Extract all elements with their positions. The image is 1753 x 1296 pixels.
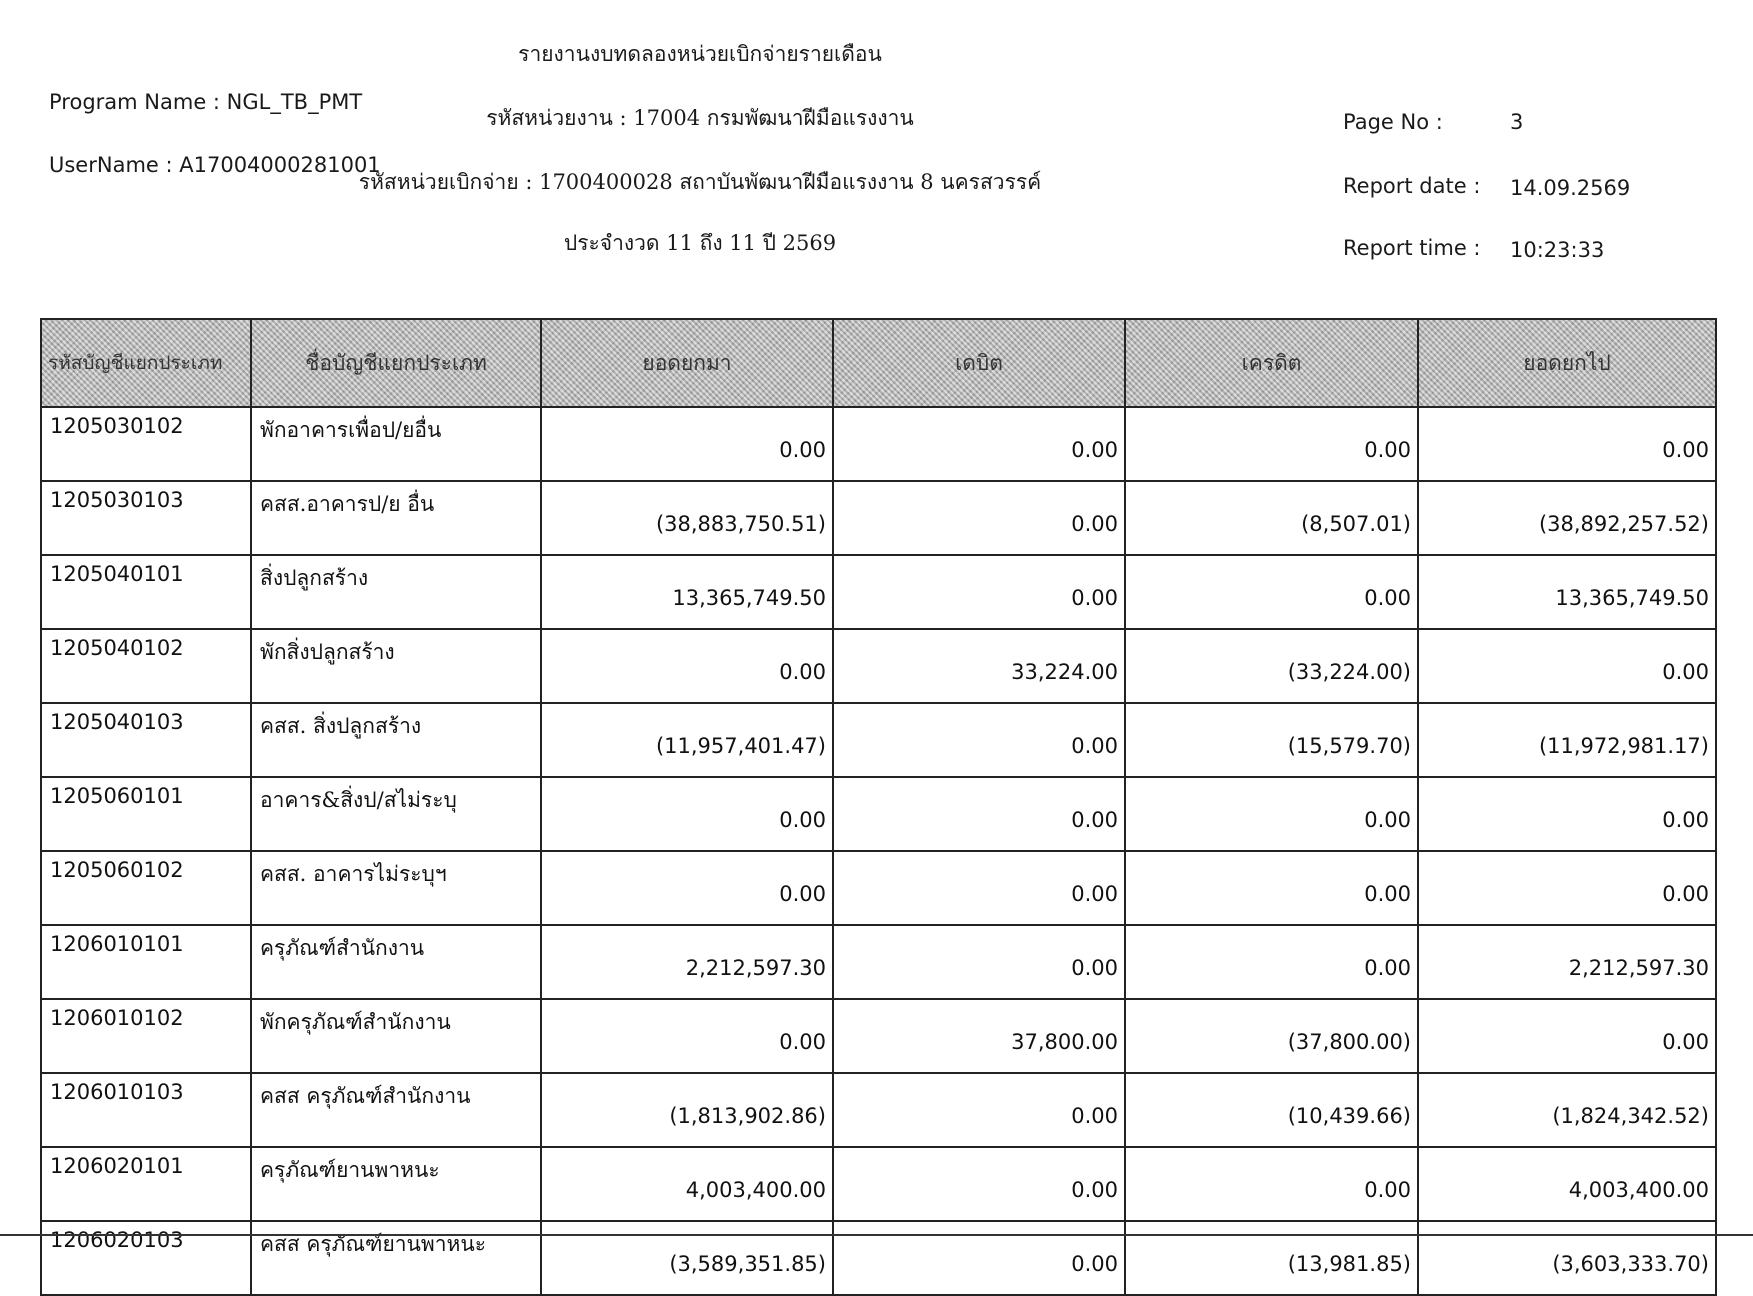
account-code-cell: 1205060101 bbox=[41, 777, 251, 851]
account-name-cell: คสส. อาคารไม่ระบุฯ bbox=[251, 851, 541, 925]
table-row bbox=[41, 629, 1716, 703]
credit-cell: (15,579.70) bbox=[1125, 703, 1418, 777]
account-code-cell: 1206020103 bbox=[41, 1221, 251, 1295]
credit-cell: (8,507.01) bbox=[1125, 481, 1418, 555]
report-date-label: Report date : bbox=[1343, 174, 1481, 198]
table-row bbox=[41, 555, 1716, 629]
debit-cell: 0.00 bbox=[833, 481, 1125, 555]
account-name-cell: พักอาคารเพื่อป/ยอื่น bbox=[251, 407, 541, 481]
table-row bbox=[41, 1073, 1716, 1147]
trial-balance-table bbox=[40, 318, 1717, 1296]
bottom-divider bbox=[0, 1234, 1753, 1236]
brought-forward-cell: (1,813,902.86) bbox=[541, 1073, 833, 1147]
carried-forward-cell: 0.00 bbox=[1418, 999, 1716, 1073]
table-row bbox=[41, 1147, 1716, 1221]
table-row bbox=[41, 851, 1716, 925]
carried-forward-cell: 0.00 bbox=[1418, 777, 1716, 851]
carried-forward-cell: (3,603,333.70) bbox=[1418, 1221, 1716, 1295]
account-name-cell: คสส. สิ่งปลูกสร้าง bbox=[251, 703, 541, 777]
credit-cell: 0.00 bbox=[1125, 407, 1418, 481]
table-header-row bbox=[41, 319, 1716, 407]
debit-cell: 0.00 bbox=[833, 407, 1125, 481]
account-code-cell: 1206010102 bbox=[41, 999, 251, 1073]
account-code-cell: 1206020101 bbox=[41, 1147, 251, 1221]
credit-cell: 0.00 bbox=[1125, 851, 1418, 925]
account-name-cell: อาคาร&สิ่งป/สไม่ระบุ bbox=[251, 777, 541, 851]
debit-cell: 0.00 bbox=[833, 777, 1125, 851]
brought-forward-cell: 0.00 bbox=[541, 999, 833, 1073]
carried-forward-cell: 0.00 bbox=[1418, 629, 1716, 703]
carried-forward-cell: 0.00 bbox=[1418, 851, 1716, 925]
debit-cell: 0.00 bbox=[833, 851, 1125, 925]
debit-cell: 0.00 bbox=[833, 1221, 1125, 1295]
report-title: รายงานงบทดลองหน่วยเบิกจ่ายรายเดือน bbox=[518, 42, 882, 66]
account-name-cell: ครุภัณฑ์ยานพาหนะ bbox=[251, 1147, 541, 1221]
col-header-brought-forward: ยอดยกมา bbox=[541, 319, 833, 407]
credit-cell: (13,981.85) bbox=[1125, 1221, 1418, 1295]
account-code-cell: 1205040102 bbox=[41, 629, 251, 703]
account-code-cell: 1205040101 bbox=[41, 555, 251, 629]
brought-forward-cell: 0.00 bbox=[541, 407, 833, 481]
credit-cell: 0.00 bbox=[1125, 925, 1418, 999]
debit-cell: 0.00 bbox=[833, 1073, 1125, 1147]
brought-forward-cell: (11,957,401.47) bbox=[541, 703, 833, 777]
table-row bbox=[41, 1221, 1716, 1295]
debit-cell: 0.00 bbox=[833, 555, 1125, 629]
account-code-cell: 1206010103 bbox=[41, 1073, 251, 1147]
col-header-debit: เดบิต bbox=[833, 319, 1125, 407]
carried-forward-cell: 13,365,749.50 bbox=[1418, 555, 1716, 629]
debit-cell: 0.00 bbox=[833, 1147, 1125, 1221]
col-header-account-code: รหัสบัญชีแยกประเภท bbox=[41, 319, 251, 407]
col-header-credit: เครดิต bbox=[1125, 319, 1418, 407]
account-name-cell: สิ่งปลูกสร้าง bbox=[251, 555, 541, 629]
debit-cell: 0.00 bbox=[833, 703, 1125, 777]
agency-code: รหัสหน่วยงาน : 17004 กรมพัฒนาฝีมือแรงงาน bbox=[486, 106, 914, 130]
carried-forward-cell: 4,003,400.00 bbox=[1418, 1147, 1716, 1221]
carried-forward-cell: 0.00 bbox=[1418, 407, 1716, 481]
account-name-cell: พักครุภัณฑ์สำนักงาน bbox=[251, 999, 541, 1073]
brought-forward-cell: 4,003,400.00 bbox=[541, 1147, 833, 1221]
credit-cell: (10,439.66) bbox=[1125, 1073, 1418, 1147]
table-row bbox=[41, 999, 1716, 1073]
account-code-cell: 1205040103 bbox=[41, 703, 251, 777]
account-name-cell: พักสิ่งปลูกสร้าง bbox=[251, 629, 541, 703]
account-code-cell: 1205060102 bbox=[41, 851, 251, 925]
brought-forward-cell: (38,883,750.51) bbox=[541, 481, 833, 555]
table-row bbox=[41, 703, 1716, 777]
account-name-cell: ครุภัณฑ์สำนักงาน bbox=[251, 925, 541, 999]
user-name: UserName : A17004000281001 bbox=[49, 153, 381, 177]
disbursing-unit: รหัสหน่วยเบิกจ่าย : 1700400028 สถาบันพัฒนาฝีมือแรงงาน 8 นครสวรรค์ bbox=[358, 170, 1042, 194]
carried-forward-cell: (38,892,257.52) bbox=[1418, 481, 1716, 555]
brought-forward-cell: 13,365,749.50 bbox=[541, 555, 833, 629]
debit-cell: 0.00 bbox=[833, 925, 1125, 999]
program-name: Program Name : NGL_TB_PMT bbox=[49, 90, 363, 114]
page-no-label: Page No : bbox=[1343, 110, 1443, 134]
brought-forward-cell: 0.00 bbox=[541, 777, 833, 851]
brought-forward-cell: 0.00 bbox=[541, 851, 833, 925]
report-time-value: 10:23:33 bbox=[1510, 238, 1605, 262]
account-code-cell: 1206010101 bbox=[41, 925, 251, 999]
report-time-label: Report time : bbox=[1343, 236, 1481, 260]
brought-forward-cell: 2,212,597.30 bbox=[541, 925, 833, 999]
carried-forward-cell: 2,212,597.30 bbox=[1418, 925, 1716, 999]
credit-cell: (33,224.00) bbox=[1125, 629, 1418, 703]
carried-forward-cell: (1,824,342.52) bbox=[1418, 1073, 1716, 1147]
account-code-cell: 1205030102 bbox=[41, 407, 251, 481]
report-date-value: 14.09.2569 bbox=[1510, 176, 1631, 200]
credit-cell: 0.00 bbox=[1125, 777, 1418, 851]
report-period: ประจำงวด 11 ถึง 11 ปี 2569 bbox=[563, 231, 837, 255]
page-no-value: 3 bbox=[1510, 110, 1524, 134]
brought-forward-cell: (3,589,351.85) bbox=[541, 1221, 833, 1295]
account-name-cell: คสส.อาคารป/ย อื่น bbox=[251, 481, 541, 555]
account-name-cell: คสส ครุภัณฑ์ยานพาหนะ bbox=[251, 1221, 541, 1295]
table-row bbox=[41, 407, 1716, 481]
brought-forward-cell: 0.00 bbox=[541, 629, 833, 703]
credit-cell: 0.00 bbox=[1125, 1147, 1418, 1221]
debit-cell: 33,224.00 bbox=[833, 629, 1125, 703]
table-row bbox=[41, 925, 1716, 999]
carried-forward-cell: (11,972,981.17) bbox=[1418, 703, 1716, 777]
account-code-cell: 1205030103 bbox=[41, 481, 251, 555]
col-header-account-name: ชื่อบัญชีแยกประเภท bbox=[251, 319, 541, 407]
col-header-carried-forward: ยอดยกไป bbox=[1418, 319, 1716, 407]
debit-cell: 37,800.00 bbox=[833, 999, 1125, 1073]
credit-cell: (37,800.00) bbox=[1125, 999, 1418, 1073]
table-row bbox=[41, 777, 1716, 851]
credit-cell: 0.00 bbox=[1125, 555, 1418, 629]
table-row bbox=[41, 481, 1716, 555]
account-name-cell: คสส ครุภัณฑ์สำนักงาน bbox=[251, 1073, 541, 1147]
